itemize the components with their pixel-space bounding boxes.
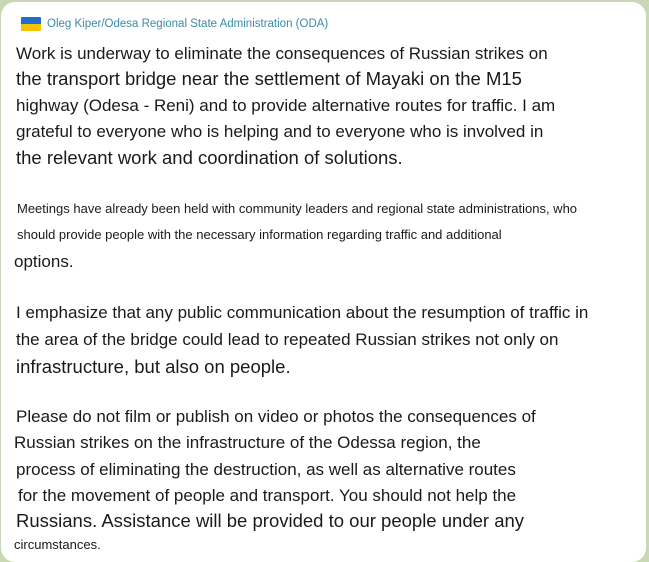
text-line: infrastructure, but also on people. <box>16 356 291 377</box>
flag-top-stripe <box>21 17 41 24</box>
text-line: the transport bridge near the settlement of Mayaki on the M15 <box>16 68 522 89</box>
author-name[interactable]: Oleg Kiper/Odesa Regional State Administration (ODA) <box>47 18 329 30</box>
text-line: circumstances. <box>14 537 101 552</box>
text-line: Work is underway to eliminate the consequences of Russian strikes on <box>16 44 548 63</box>
text-line: highway (Odesa - Reni) and to provide alternative routes for traffic. I am <box>16 96 556 115</box>
message-bubble <box>1 2 646 562</box>
text-line: grateful to everyone who is helping and to everyone who is involved in <box>16 122 544 141</box>
text-line: process of eliminating the destruction, as well as alternative routes <box>16 460 516 479</box>
flag-bottom-stripe <box>21 24 41 31</box>
text-line: for the movement of people and transport. You should not help the <box>18 486 517 505</box>
text-line: the relevant work and coordination of solutions. <box>16 147 403 168</box>
text-line: I emphasize that any public communication about the resumption of traffic in <box>16 303 589 322</box>
text-line: should provide people with the necessary information regarding traffic and additional <box>17 227 502 242</box>
message-header <box>21 17 328 31</box>
text-line: options. <box>14 252 74 271</box>
text-line: Please do not film or publish on video or photos the consequences of <box>16 407 536 426</box>
text-line: Russian strikes on the infrastructure of the Odessa region, the <box>14 433 481 452</box>
text-line: Meetings have already been held with community leaders and regional state administrations, who <box>17 201 578 216</box>
ukraine-flag-icon <box>21 17 41 31</box>
text-line: Russians. Assistance will be provided to our people under any <box>16 510 525 531</box>
text-line: the area of the bridge could lead to repeated Russian strikes not only on <box>16 330 559 349</box>
